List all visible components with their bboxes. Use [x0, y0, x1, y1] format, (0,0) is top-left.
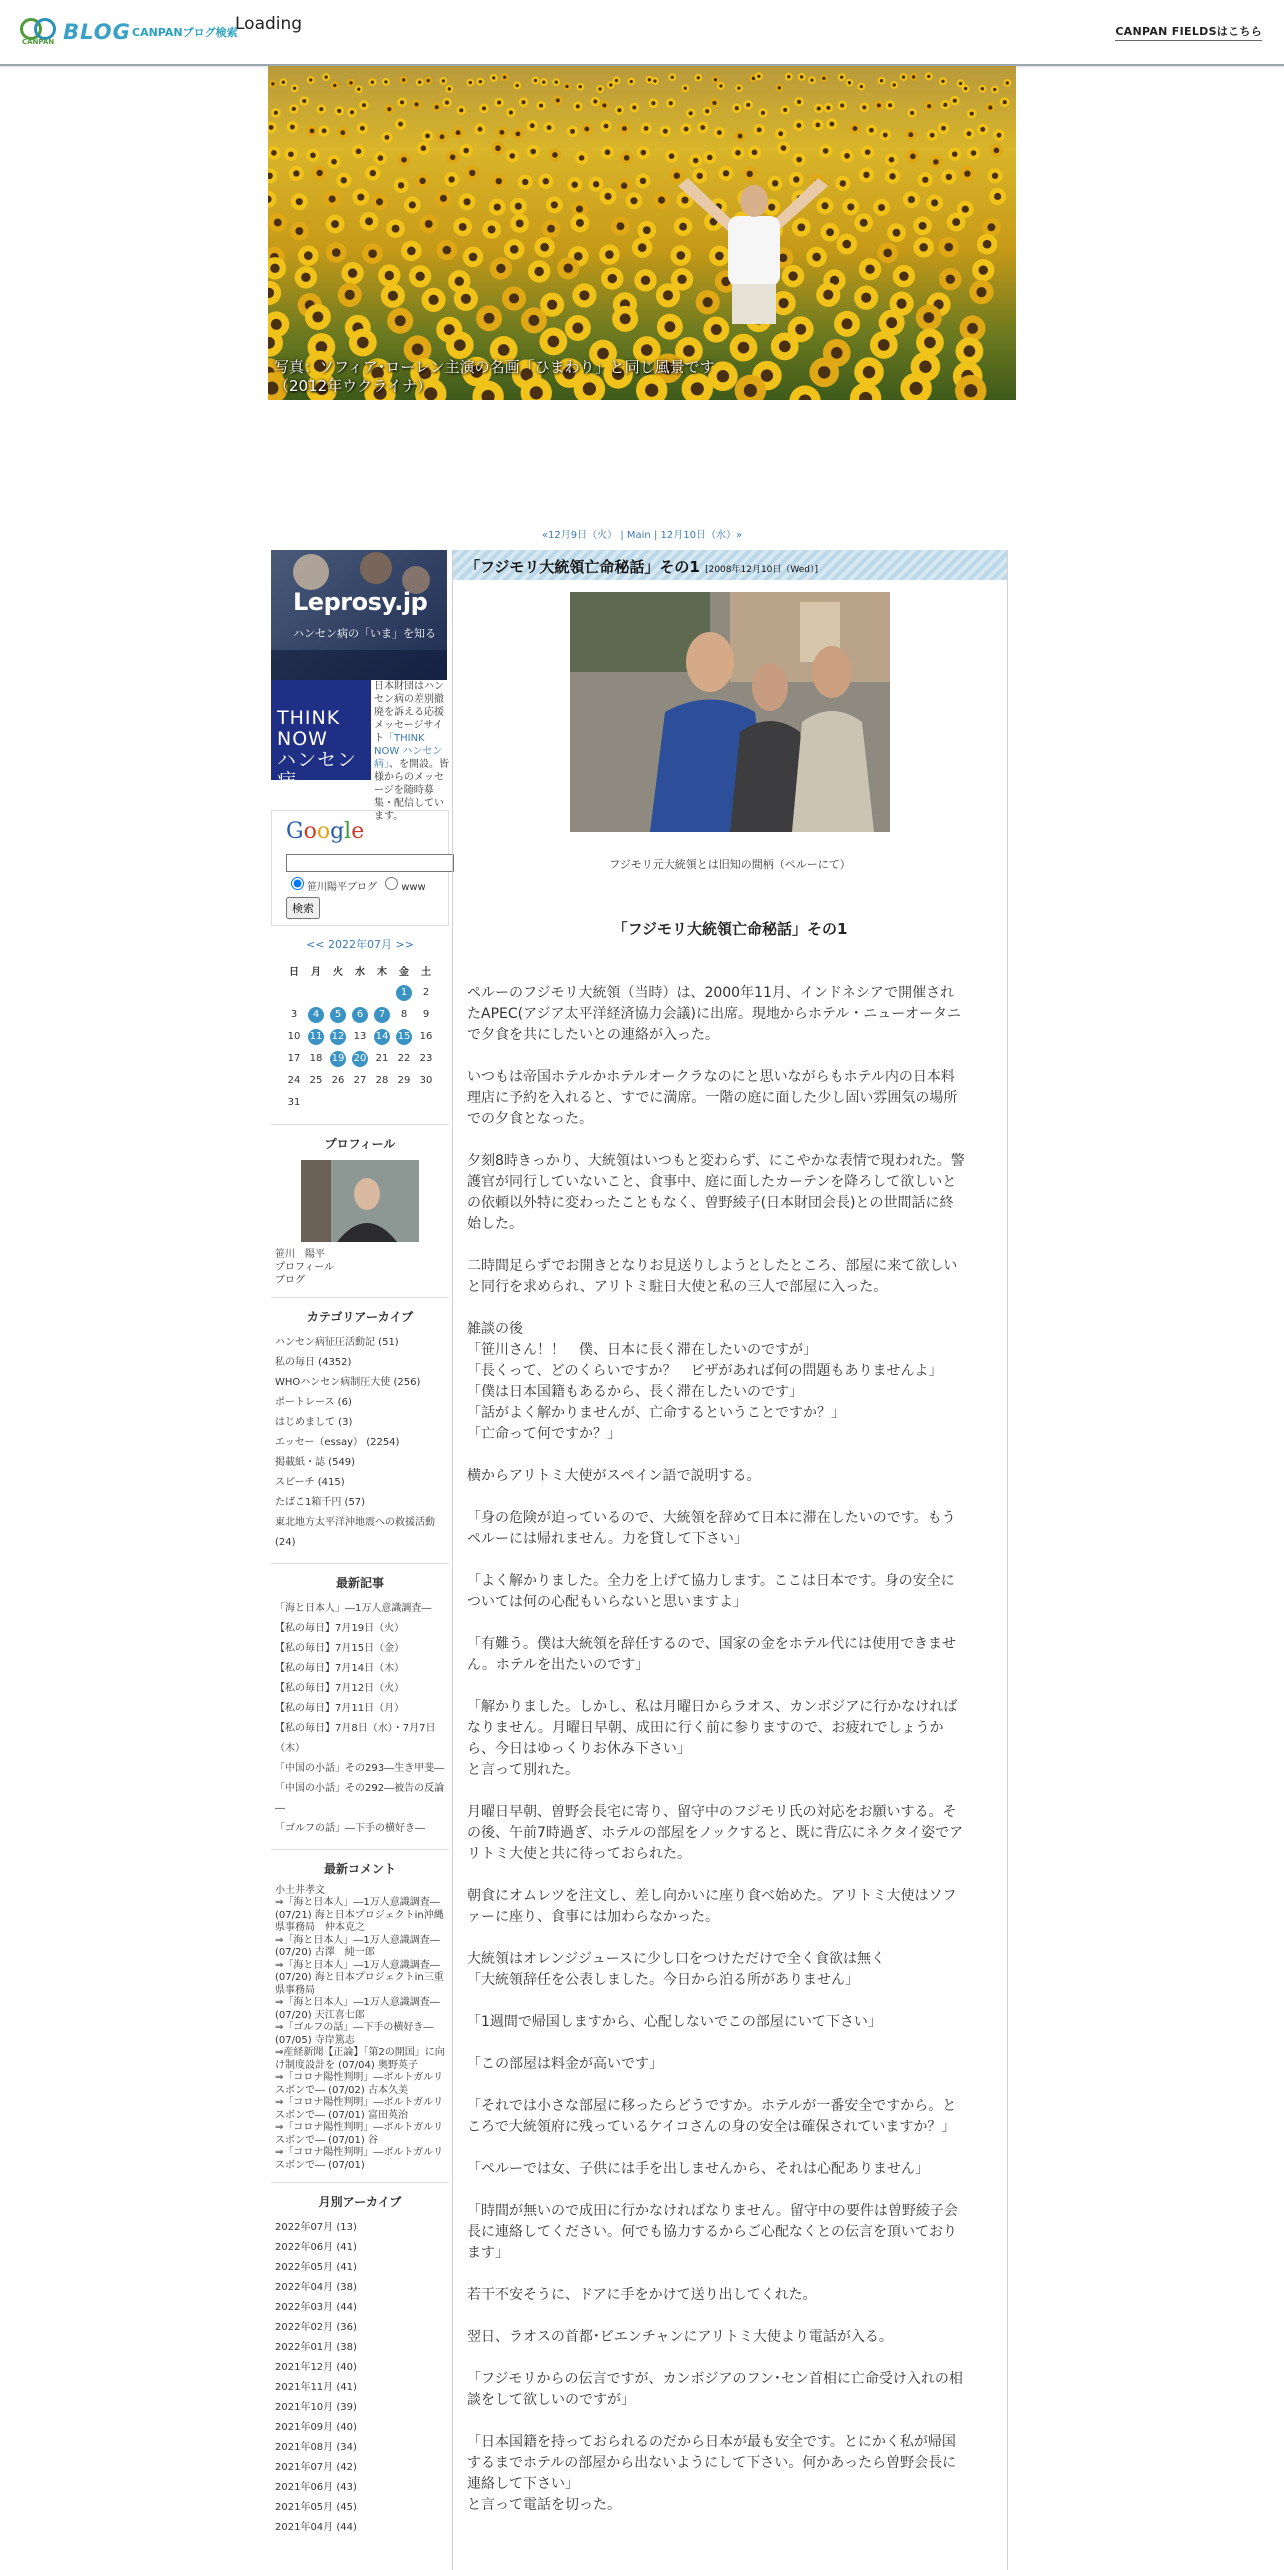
- main-link[interactable]: Main: [626, 530, 651, 541]
- calendar-day: [327, 1092, 349, 1114]
- calendar-day[interactable]: [327, 1004, 349, 1026]
- top-header-bar: [0, 0, 1284, 66]
- article-paragraph: 「解かりました。しかし、私は月曜日からラオス、カンボジアに行かなければなりません。月曜日早朝、成田に行く前に参りますので、お疲れでしょうから、今日はゆっくりお休み下さい」 と言って別れた。: [467, 1699, 958, 1778]
- monthly-archive-item[interactable]: 2021年06月 (43): [275, 2482, 357, 2493]
- calendar-day: [283, 1048, 305, 1070]
- blog-link[interactable]: ブログ: [275, 1274, 305, 1286]
- profile-photo-image: [301, 1160, 419, 1242]
- calendar-day[interactable]: [327, 1048, 349, 1070]
- monthly-archive-item[interactable]: 2021年09月 (40): [275, 2422, 357, 2433]
- search-scope: [286, 874, 448, 893]
- article-paragraph: 若干不安そうに、ドアに手をかけて送り出してくれた。: [467, 2287, 817, 2303]
- calendar-day-number[interactable]: 14: [374, 1029, 390, 1045]
- calendar-day[interactable]: [371, 1026, 393, 1048]
- monthly-archive-item[interactable]: 2021年11月 (41): [275, 2382, 357, 2393]
- calendar-day: [415, 1092, 437, 1114]
- comments-heading: 最新コメント: [271, 1849, 449, 1885]
- think-now-description: 日本財団はハンセン病の差別撤廃を訴える応援メッセージサイト「THINK NOW ハンセン病」、を開設。皆様からのメッセージを随時募集・配信しています。: [374, 681, 449, 822]
- leprosy-title: Leprosy.jp: [293, 588, 428, 616]
- monthly-archive-item[interactable]: 2021年04月 (44): [275, 2522, 357, 2533]
- calendar-day: [305, 1048, 327, 1070]
- category-item[interactable]: スピーチ (415): [275, 1476, 345, 1488]
- profile-name: 笹川 陽平: [275, 1248, 325, 1260]
- recent-heading: 最新記事: [271, 1563, 449, 1599]
- nav-separator: |: [653, 530, 658, 541]
- category-item[interactable]: 私の毎日 (4352): [275, 1356, 352, 1368]
- search-button[interactable]: 検索: [286, 897, 320, 919]
- comment-item[interactable]: ⇒「海と日本人」―1万人意識調査― (07/20) 海と日本プロジェクトin三重県事務局: [275, 1959, 444, 1996]
- blog-search-link[interactable]: CANPANブログ検索: [132, 26, 238, 39]
- recent-article-item[interactable]: 【私の毎日】7月8日（水）・7月7日（木）: [275, 1722, 436, 1754]
- calendar-day[interactable]: [393, 982, 415, 1004]
- think-now-word: THINK: [277, 707, 341, 729]
- calendar-day: [393, 1048, 415, 1070]
- article-paragraph: 横からアリトミ大使がスペイン語で説明する。: [467, 1468, 761, 1484]
- calendar-day[interactable]: [393, 1026, 415, 1048]
- monthly-list: [271, 2218, 449, 2538]
- leprosy-banner[interactable]: [271, 550, 447, 680]
- comment-item[interactable]: ⇒「海と日本人」―1万人意識調査― (07/21) 海と日本プロジェクトin沖縄県事務局 仲本克之: [275, 1897, 444, 1933]
- calendar-day: [415, 1004, 437, 1026]
- calendar-prev[interactable]: <<: [306, 937, 325, 951]
- article-photo: [570, 592, 890, 832]
- profile: [271, 1160, 449, 1287]
- calendar-day: [349, 1092, 371, 1114]
- calendar-day-number[interactable]: 15: [396, 1029, 412, 1045]
- comment-item[interactable]: ⇒「コロナ陽性判明」―ボルトガルリスボンで― (07/01) 谷: [275, 2122, 444, 2146]
- calendar-day: [283, 1070, 305, 1092]
- profile-heading: プロフィール: [271, 1124, 449, 1160]
- radio-blog-label: 笹川陽平ブログ: [307, 881, 377, 893]
- calendar-weekday: 月: [311, 967, 321, 978]
- monthly-archive-item[interactable]: 2022年01月 (38): [275, 2342, 357, 2353]
- think-now-text: 日本財団はハンセン病の差別撤廃を訴える応援メッセージサイト: [374, 681, 444, 744]
- category-item[interactable]: 東北地方太平洋沖地震への救援活動 (24): [275, 1516, 435, 1548]
- article-paragraph: 「有難う。僕は大統領を辞任するので、国家の金をホテル代には使用できません。ホテルを出たいのです」: [467, 1636, 957, 1673]
- calendar-day-number: 16: [419, 1031, 433, 1042]
- radio-www[interactable]: [385, 877, 398, 890]
- calendar-day: [305, 1070, 327, 1092]
- comment-item[interactable]: ⇒「海と日本人」―1万人意識調査― (07/20) 天江喜七郎: [275, 1997, 440, 2021]
- calendar-day-number: 31: [287, 1097, 301, 1108]
- monthly-heading: 月別アーカイブ: [271, 2182, 449, 2218]
- comment-item[interactable]: ⇒「コロナ陽性判明」―ボルトガルリスボンで― (07/01) 富田英治: [275, 2097, 444, 2121]
- next-day-link[interactable]: 12月10日（水）»: [660, 530, 743, 541]
- article-paragraph: 夕刻8時きっかり、大統領はいつもと変わらず、にこやかな表情で現われた。警護官が同行していないこと、食事中、庭に面したカーテンを降ろして欲しいとの依頼以外特に変わったこともなく、曽野綾子(日本財団会長)との世間話に終始した。: [467, 1153, 965, 1232]
- calendar-day-number: 26: [331, 1075, 345, 1086]
- comment-item[interactable]: ⇒「ゴルフの話」―下手の横好き― (07/05) 寺岸篤志: [275, 2022, 434, 2046]
- calendar-day[interactable]: [305, 1004, 327, 1026]
- calendar-day: [283, 1092, 305, 1114]
- calendar-day: [305, 982, 327, 1004]
- google-search-box: [271, 810, 449, 926]
- hero-caption-line1: 写真：ソフィア･ローレン主演の名画「ひまわり」と同じ風景です: [274, 358, 715, 376]
- logo-text: BLOG: [63, 20, 131, 44]
- monthly-archive-item[interactable]: 2022年02月 (36): [275, 2322, 357, 2333]
- calendar-day: [371, 1048, 393, 1070]
- article-paragraph: 雑談の後 「笹川さん！！ 僕、日本に長く滞在したいのですが」 「長くって、どのくらいですか？ ビザがあれば何の問題もありませんよ」 「僕は日本国籍もあるから、長く滞在したいのです」 「話がよく解かりませんが、亡命するということですか？」 「亡命って何ですか？」: [467, 1321, 943, 1442]
- category-list: [271, 1333, 449, 1553]
- calendar-weekday: 日: [289, 967, 299, 978]
- calendar-day-number[interactable]: 20: [352, 1051, 368, 1067]
- calendar-caption: [271, 936, 449, 952]
- calendar-table: [283, 960, 437, 1114]
- monthly-archive-item[interactable]: 2021年05月 (45): [275, 2502, 357, 2513]
- article-paragraph: 「この部屋は料金が高いです」: [467, 2056, 663, 2072]
- calendar-day-number[interactable]: 12: [330, 1029, 346, 1045]
- think-now-word: ハンセン病: [277, 749, 358, 792]
- calendar-day-number: 10: [287, 1031, 301, 1042]
- calendar-day[interactable]: [327, 1026, 349, 1048]
- calendar-day: [415, 982, 437, 1004]
- calendar-day-number[interactable]: 6: [352, 1007, 368, 1023]
- calendar-day[interactable]: [371, 1004, 393, 1026]
- article-title[interactable]: [465, 556, 818, 577]
- calendar-day: [349, 1070, 371, 1092]
- category-item[interactable]: 掲載紙・誌 (549): [275, 1456, 356, 1468]
- calendar: [271, 936, 449, 1114]
- category-item[interactable]: たばこ1箱千円 (57): [275, 1496, 366, 1508]
- calendar-next[interactable]: >>: [395, 937, 414, 951]
- think-now-link[interactable]: 「THINK NOW ハンセン病」: [374, 733, 443, 770]
- calendar-day: [283, 982, 305, 1004]
- calendar-weekday: 水: [355, 967, 365, 978]
- article-paragraph: 「身の危険が迫っているので、大統領を辞めて日本に滞在したいのです。もうペルーには帰れません。力を貸して下さい」: [467, 1510, 956, 1547]
- recent-article-item[interactable]: 「海と日本人」―1万人意識調査―: [275, 1602, 432, 1614]
- monthly-archive-item[interactable]: 2022年03月 (44): [275, 2302, 357, 2313]
- article-title-bar: [453, 550, 1007, 580]
- calendar-weekday: 土: [421, 967, 431, 978]
- article-paragraph: いつもは帝国ホテルかホテルオークラなのにと思いながらもホテル内の日本料理店に予約を入れると、すでに満席。一階の庭に面した少し固い雰囲気の場所での夕食となった。: [467, 1069, 958, 1127]
- recent-article-item[interactable]: 「ゴルフの話」―下手の横好き―: [275, 1822, 425, 1834]
- think-now-word: NOW: [277, 728, 328, 750]
- calendar-day-number: 17: [287, 1053, 301, 1064]
- article-paragraph: 「1週間で帰国しますから、心配しないでこの部屋にいて下さい」: [467, 2014, 882, 2030]
- recent-article-item[interactable]: 【私の毎日】7月15日（金）: [275, 1642, 405, 1654]
- calendar-day-number[interactable]: 1: [396, 985, 412, 1001]
- calendar-day-number[interactable]: 5: [330, 1007, 346, 1023]
- calendar-day-number: 2: [422, 987, 430, 998]
- category-item[interactable]: ハンセン病征圧活動記 (51): [275, 1336, 399, 1348]
- think-now-banner[interactable]: [271, 680, 371, 792]
- calendar-day-number: 22: [397, 1053, 411, 1064]
- monthly-archive-item[interactable]: 2022年04月 (38): [275, 2282, 357, 2293]
- article-title-text: 「フジモリ大統領亡命秘話」その1: [465, 558, 700, 576]
- calendar-month[interactable]: 2022年07月: [328, 937, 392, 951]
- calendar-day[interactable]: [349, 1048, 371, 1070]
- calendar-day-number: 13: [353, 1031, 367, 1042]
- calendar-day-number: 25: [309, 1075, 323, 1086]
- calendar-day-number: 30: [419, 1075, 433, 1086]
- recent-article-item[interactable]: 「中国の小話」その293―生き甲斐―: [275, 1762, 445, 1774]
- comment-item[interactable]: ⇒産経新聞【正論】「第2の開国」に向け制度設計を (07/04) 奥野英子: [275, 2047, 445, 2071]
- recent-article-item[interactable]: 【私の毎日】7月19日（火）: [275, 1622, 405, 1634]
- monthly-archive-item[interactable]: 2022年05月 (41): [275, 2262, 357, 2273]
- calendar-day: [283, 1004, 305, 1026]
- recent-article-item[interactable]: 【私の毎日】7月11日（月）: [275, 1702, 405, 1714]
- monthly-archive-item[interactable]: 2021年08月 (34): [275, 2442, 357, 2453]
- monthly-archive-item[interactable]: 2022年07月 (13): [275, 2222, 357, 2233]
- calendar-day: [349, 1026, 371, 1048]
- article-paragraph: 「よく解かりました。全力を上げて協力します。ここは日本です。身の安全については何の心配もいらないと思いますよ」: [467, 1573, 955, 1610]
- calendar-day[interactable]: [305, 1026, 327, 1048]
- article-paragraph: 翌日、ラオスの首都･ビエンチャンにアリトミ大使より電話が入る。: [467, 2329, 893, 2345]
- canpan-logo-icon: CANPAN: [20, 18, 58, 42]
- monthly-archive-item[interactable]: 2022年06月 (41): [275, 2242, 357, 2253]
- article: [452, 550, 1008, 2570]
- comment-item[interactable]: ⇒「コロナ陽性判明」―ボルトガルリスボンで― (07/02) 古本久美: [275, 2072, 444, 2096]
- calendar-day: [415, 1048, 437, 1070]
- comment-item[interactable]: ⇒「コロナ陽性判明」―ボルトガルリスボンで― (07/01): [275, 2147, 444, 2171]
- loading-status: Loading: [235, 14, 303, 34]
- article-body: [467, 983, 967, 2516]
- category-item[interactable]: エッセー（essay） (2254): [275, 1436, 400, 1448]
- calendar-day: [415, 1026, 437, 1048]
- calendar-day: [371, 982, 393, 1004]
- calendar-day-number: 27: [353, 1075, 367, 1086]
- monthly-archive-item[interactable]: 2021年07月 (42): [275, 2462, 357, 2473]
- comment-item[interactable]: 小土井孝文: [275, 1884, 325, 1896]
- prev-day-link[interactable]: «12月9日（火）: [541, 530, 618, 541]
- category-item[interactable]: ポートレース (6): [275, 1396, 352, 1408]
- sunflower-field-image: [268, 66, 1016, 400]
- canpan-fields-link[interactable]: CANPAN FIELDSはこちら: [1115, 23, 1262, 41]
- article-paragraph: 「ペルーでは女、子供には手を出しませんから、それは心配ありません」: [467, 2161, 929, 2177]
- article-date: [2008年12月10日（Wed）]: [705, 565, 819, 575]
- calendar-day-number: 24: [287, 1075, 301, 1086]
- calendar-day: [327, 982, 349, 1004]
- google-logo: Google: [286, 819, 365, 844]
- calendar-weekday: 木: [377, 967, 387, 978]
- photo-caption: フジモリ元大統領とは旧知の間柄（ペルーにて）: [609, 858, 851, 871]
- sidebar: [271, 550, 449, 2538]
- search-input[interactable]: [286, 854, 454, 872]
- monthly-archive-item[interactable]: 2021年10月 (39): [275, 2402, 357, 2413]
- calendar-day-number: 8: [400, 1009, 408, 1020]
- leprosy-subtitle: ハンセン病の「いま」を知る: [293, 627, 436, 640]
- calendar-day: [393, 1070, 415, 1092]
- article-paragraph: 「日本国籍を持っておられるのだから日本が最も安全です。とにかく私が帰国するまでホテルの部屋から出ないようにして下さい。何かあったら曽野会長に連絡して下さい」 と言って電話を切った。: [467, 2434, 957, 2513]
- recent-list: [271, 1599, 449, 1839]
- date-navigation: [268, 526, 1016, 541]
- calendar-day-number: 29: [397, 1075, 411, 1086]
- article-paragraph: 朝食にオムレツを注文し、差し向かいに座り食べ始めた。アリトミ大使はソファーに座り、食事には加わらなかった。: [467, 1888, 957, 1925]
- canpan-blog-logo[interactable]: [20, 18, 131, 44]
- radio-blog[interactable]: [291, 877, 304, 890]
- calendar-day: [371, 1092, 393, 1114]
- article-paragraph: 大統領はオレンジジュースに少し口をつけただけで全く食欲は無く 「大統領辞任を公表しました。今日から泊る所がありません」: [467, 1951, 885, 1988]
- recent-article-item[interactable]: 「中国の小話」その292―被告の反論―: [275, 1782, 445, 1814]
- calendar-day: [305, 1092, 327, 1114]
- calendar-day: [327, 1070, 349, 1092]
- recent-article-item[interactable]: 【私の毎日】7月12日（火）: [275, 1682, 405, 1694]
- radio-www-label: www: [401, 881, 426, 893]
- category-heading: カテゴリアーカイブ: [271, 1297, 449, 1333]
- hero-caption-line2: （2012年ウクライナ）: [274, 377, 432, 395]
- comment-item[interactable]: ⇒「海と日本人」―1万人意識調査― (07/20) 古澤 純一郎: [275, 1934, 440, 1958]
- profile-link[interactable]: プロフィール: [275, 1261, 334, 1273]
- article-paragraph: 「それでは小さな部屋に移ったらどうですか。ホテルが一番安全ですから。ところで大統領府に残っているケイコさんの身の安全は確保されていますか？」: [467, 2098, 957, 2135]
- article-paragraph: 「時間が無いので成田に行かなければなりません。留守中の要件は曽野綾子会長に連絡してください。何でも協力するからご心配なくとの伝言を頂いております」: [467, 2203, 958, 2261]
- article-photo-image: [570, 592, 890, 832]
- calendar-weekday: 金: [399, 967, 409, 978]
- article-paragraph: 二時間足らずでお開きとなりお見送りしようとしたところ、部屋に来て欲しいと同行を求められ、アリトミ駐日大使と私の三人で部屋に入った。: [467, 1258, 958, 1295]
- calendar-weekday: 火: [333, 967, 343, 978]
- calendar-day[interactable]: [349, 1004, 371, 1026]
- comment-list: [271, 1885, 449, 2173]
- calendar-day: [349, 982, 371, 1004]
- article-paragraph: 「フジモリからの伝言ですが、カンボジアのフン･セン首相に亡命受け入れの相談をして欲しいのですが」: [467, 2371, 963, 2408]
- hero-caption: [274, 358, 715, 396]
- calendar-day: [393, 1004, 415, 1026]
- article-paragraph: 月曜日早朝、曽野会長宅に寄り、留守中のフジモリ氏の対応をお願いする。その後、午前7時過ぎ、ホテルの部屋をノックすると、既に背広にネクタイ姿でアリトミ大使と共に待っておられた。: [467, 1804, 964, 1862]
- calendar-day-number: 28: [375, 1075, 389, 1086]
- calendar-day-number: 9: [422, 1009, 430, 1020]
- profile-photo[interactable]: [301, 1160, 419, 1242]
- calendar-day-number: 21: [375, 1053, 389, 1064]
- category-item[interactable]: WHOハンセン病制圧大使 (256): [275, 1376, 421, 1388]
- monthly-archive-item[interactable]: 2021年12月 (40): [275, 2362, 357, 2373]
- calendar-day-number[interactable]: 19: [330, 1051, 346, 1067]
- calendar-day-number[interactable]: 7: [374, 1007, 390, 1023]
- nav-separator: |: [620, 530, 624, 541]
- calendar-day-number: 3: [290, 1009, 298, 1020]
- calendar-day: [371, 1070, 393, 1092]
- article-paragraph: ペルーのフジモリ大統領（当時）は、2000年11月、インドネシアで開催されたAPEC(アジア太平洋経済協力会議)に出席。現地からホテル・ニューオータニで夕食を共にしたいとの連絡が入った。: [467, 985, 962, 1043]
- think-now-text-2: を開設。皆様からのメッセージを随時募集・配信しています。: [374, 759, 449, 822]
- calendar-day: [415, 1070, 437, 1092]
- think-now-section: [271, 680, 449, 822]
- recent-article-item[interactable]: 【私の毎日】7月14日（木）: [275, 1662, 405, 1674]
- calendar-day-number[interactable]: 4: [308, 1007, 324, 1023]
- calendar-day: [283, 1026, 305, 1048]
- article-subtitle: 「フジモリ大統領亡命秘話」その1: [612, 920, 848, 938]
- calendar-day-number: 18: [309, 1053, 323, 1064]
- category-item[interactable]: はじめまして (3): [275, 1416, 353, 1428]
- calendar-day-number: 23: [419, 1053, 433, 1064]
- calendar-day-number[interactable]: 11: [308, 1029, 324, 1045]
- calendar-day: [393, 1092, 415, 1114]
- hero-banner: [268, 66, 1016, 400]
